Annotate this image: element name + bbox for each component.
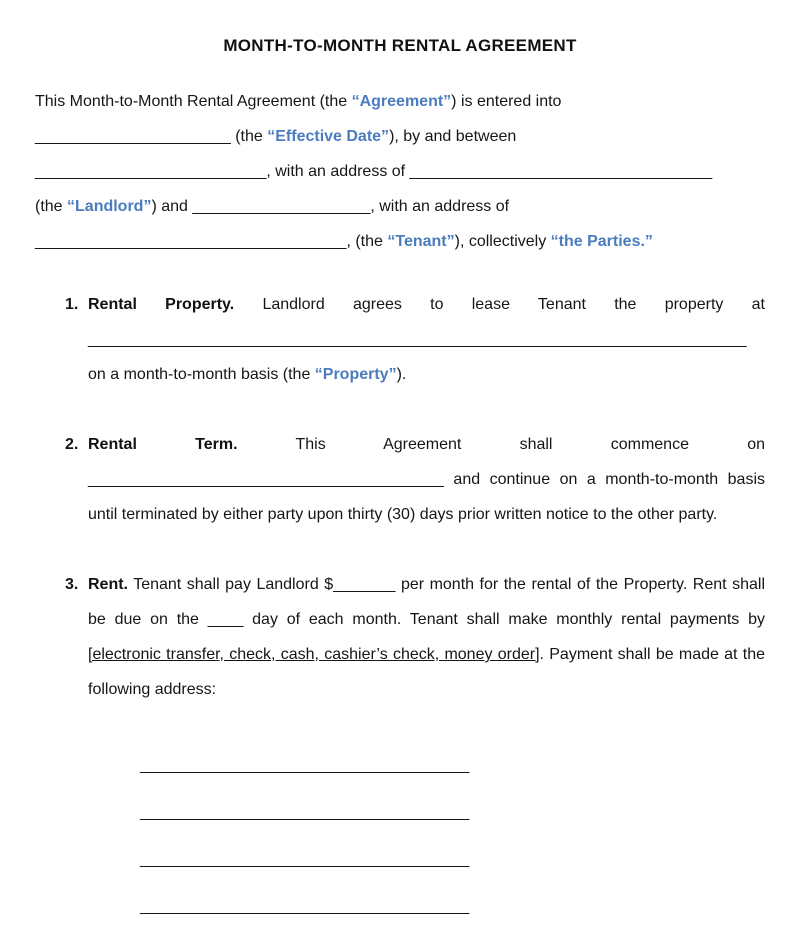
text-segment: This Month-to-Month Rental Agreement (the [35, 93, 352, 110]
clause-item [35, 287, 765, 392]
fill-in-blank: ________________________________________ [88, 471, 444, 488]
text-segment: day of each month. Tenant shall make monthly rental payments by [243, 611, 766, 628]
fill-in-blank: _______ [333, 576, 396, 593]
intro-line [35, 154, 765, 189]
text-segment: on a month-to-month basis (the [88, 366, 315, 383]
fill-in-blank: ____________________ [192, 198, 371, 215]
defined-term: “Tenant” [387, 233, 455, 250]
underlined-options: [electronic transfer, check, cash, cashier’s check, money order] [88, 646, 540, 663]
intro-line [35, 189, 765, 224]
text-segment: , with an address of [370, 198, 510, 215]
clause-item [35, 567, 765, 707]
clause-text [88, 287, 765, 392]
text-segment: ), by and between [389, 128, 517, 145]
defined-term: “Effective Date” [267, 128, 390, 145]
fill-in-blank: __________________________________________________________________________ [88, 331, 747, 348]
text-segment: . Payment shall be made at the following address: [88, 646, 766, 698]
clause-number: 1. [65, 296, 79, 313]
text-segment: ) is entered into [451, 93, 562, 110]
clause-heading: Rental Property. [88, 296, 235, 313]
defined-term: “Property” [314, 366, 397, 383]
text-segment: , with an address of [266, 163, 410, 180]
intro-line [35, 119, 765, 154]
defined-term: “Agreement” [351, 93, 452, 110]
defined-term: “the Parties.” [550, 233, 653, 250]
fill-in-blank: __________________________________ [409, 163, 713, 180]
clause-text [88, 567, 765, 707]
clause-number: 2. [65, 436, 79, 453]
clause-item [35, 427, 765, 532]
text-segment: and continue on a month-to-month basis until terminated by either party upon thirty (30) days prior written notice to the other party. [88, 471, 765, 523]
address-blank-line: _____________________________________ [140, 851, 470, 868]
document-title: MONTH-TO-MONTH RENTAL AGREEMENT [223, 36, 577, 55]
address-blank-line: _____________________________________ [140, 757, 470, 774]
clause-list [35, 287, 765, 707]
text-segment: Tenant shall pay Landlord $ [128, 576, 334, 593]
text-segment: ) and [151, 198, 193, 215]
text-segment: This Agreement shall commence on [237, 436, 766, 453]
fill-in-blank: ___________________________________ [35, 233, 347, 250]
fill-in-blank: __________________________ [35, 163, 267, 180]
text-segment: (the [35, 198, 68, 215]
text-segment: per month for the rental of the Property. Rent shall be due on the [88, 576, 766, 628]
fill-in-blank: ____ [207, 611, 244, 628]
text-segment: (the [230, 128, 268, 145]
clause-heading: Rental Term. [88, 436, 238, 453]
text-segment: , (the [346, 233, 388, 250]
intro-paragraph [35, 84, 765, 259]
address-blank-line: _____________________________________ [140, 804, 470, 821]
intro-line [35, 84, 765, 119]
address-blank-line: _____________________________________ [140, 898, 470, 915]
clause-heading: Rent. [88, 576, 128, 593]
clause-number: 3. [65, 576, 79, 593]
text-segment: Landlord agrees to lease Tenant the property at [234, 296, 765, 313]
payment-address-blanks [35, 742, 765, 930]
clause-text [88, 427, 765, 532]
intro-line [35, 224, 765, 259]
text-segment: ). [396, 366, 407, 383]
defined-term: “Landlord” [67, 198, 152, 215]
text-segment: ), collectively [454, 233, 551, 250]
fill-in-blank: ______________________ [35, 128, 231, 145]
